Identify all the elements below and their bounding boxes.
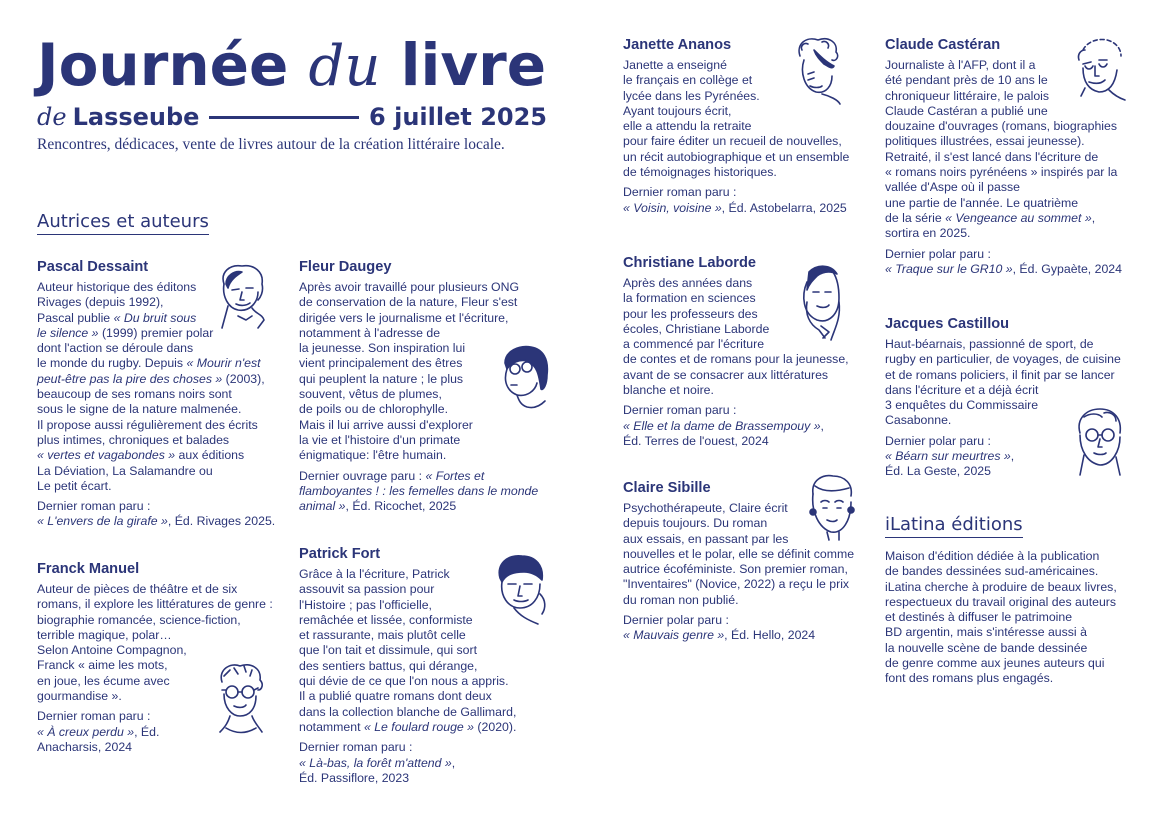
title-part1: Journée [37, 31, 309, 99]
author-bio: Après avoir travaillé pour plusieurs ONG de conservation de la nature, Fleur s'est dirigée vers le journalisme et l'écriture, notamment à l'adresse de la jeunesse. Son inspiration lui vient principalement des êtres qui peuplent la nature ; le plus souvent, vêtus de plumes, de poils ou de chlorophylle. Mais il lui arrive aussi d'explorer la vie et l'histoire d'un primate énigmatique: l'être humain. [299, 280, 520, 463]
latest-label: Dernier polar paru : [623, 613, 729, 628]
latest-label: Dernier polar paru : [885, 433, 991, 448]
section-title-authors: Autrices et auteurs [37, 211, 209, 235]
author-bio: Grâce à la l'écriture, Patrick assouvit sa passion pour l'Histoire ; pas l'officielle, remâchée et lissée, conformiste et rassurante, mais plutôt celle que l'on tait et dissimule, qui sort des sentiers battus, qui dérange, qui dévie de ce que l'on nous a appris. Il a publié quatre romans dont deux dans la collection blanche de Gallimard, notamment « Le foulard rouge » (2020). [299, 567, 517, 734]
portrait-claude-casteran-icon [1073, 36, 1127, 102]
portrait-christiane-laborde-icon [795, 262, 847, 342]
author-bio: Psychothérapeute, Claire écrit depuis toujours. Du roman aux essais, en passant par les nouvelles et le polar, elle se définit comme autrice écoféministe. Son premier roman, "Inventaires" (Novice, 2022) a reçu le prix du roman non publié. [623, 501, 855, 607]
author-name: Claude Castéran [885, 37, 1001, 53]
portrait-fleur-daugey-icon [497, 345, 551, 413]
latest-title: « Là-bas, la forêt m'attend », Éd. Passiflore, 2023 [299, 755, 456, 785]
latest-title: « Traque sur le GR10 », Éd. Gypaète, 2024 [885, 261, 1122, 276]
author-latest-book [37, 499, 287, 530]
latest-title: « Elle et la dame de Brassempouy », Éd. Terres de l'ouest, 2024 [623, 418, 824, 448]
portrait-patrick-fort-icon [494, 554, 548, 626]
latest-label: Dernier roman paru : [37, 499, 151, 514]
book-title: « Du bruit sous le silence » [37, 310, 197, 340]
publisher-description: Maison d'édition dédiée à la publication de bandes dessinées sud-américaines. iLatina cherche à produire de beaux livres, respectueux du travail original des auteurs et destinés à diffuser le patrimoine BD argentin, mais s'intéresse aussi à la nouvelle scène de bande dessinée de genre comme aux jeunes auteurs qui font des romans plus engagés. [885, 549, 1117, 686]
author-latest-book [299, 740, 559, 786]
book-title: « Mauvais genre » [623, 628, 725, 643]
subtitle-de: de [37, 103, 67, 131]
author-bio: Auteur historique des éditons Rivages (depuis 1992), Pascal publie « Du bruit sous le silence » (1999) premier polar dont l'action se déroule dans le monde du rugby. Depuis « Mourir n'est peut-être pas la pire des choses » (2003), beaucoup de ses romans noirs sont sous le signe de la nature malmenée. Il propose aussi régulièrement des écrits plus intimes, chroniques et balades « vertes et vagabondes » aux éditions La Déviation, La Salamandre ou Le petit écart. [37, 280, 265, 493]
author-bio: Journaliste à l'AFP, dont il a été pendant près de 10 ans le chroniqueur littéraire, le palois Claude Castéran a publié une douzaine d'ouvrages (romans, biographies politiques illustrées, essai jeunesse). Retraité, il s'est lancé dans l'écriture de « romans noirs pyrénéens » inspirés par la vallée d'Aspe où il passe une partie de l'année. Le quatrième de la série « Vengeance au sommet », sortira en 2025. [885, 58, 1118, 241]
latest-title: « Mauvais genre », Éd. Hello, 2024 [623, 628, 816, 643]
latest-label: Dernier roman paru : [623, 185, 737, 200]
portrait-janette-ananos-icon [792, 36, 844, 106]
book-title: « Vengeance au sommet » [945, 210, 1092, 225]
book-title: « À creux perdu » [37, 724, 135, 739]
portrait-pascal-dessaint-icon [212, 262, 270, 334]
author-name: Franck Manuel [37, 561, 140, 577]
portrait-franck-manuel-icon [212, 660, 268, 738]
book-title: « Fortes et flamboyantes ! : les femelles dans le monde animal » [299, 468, 539, 514]
book-title: « Le foulard rouge » [363, 719, 475, 734]
author-latest-book [623, 403, 873, 449]
event-date: 6 juillet 2025 [369, 103, 547, 131]
author-name: Fleur Daugey [299, 259, 392, 275]
latest-title: « Fortes et flamboyantes ! : les femelles dans le monde animal », Éd. Ricochet, 2025 [299, 468, 539, 514]
book-title: « Voisin, voisine » [623, 200, 722, 215]
author-latest-book [623, 185, 873, 216]
title-part2: livre [380, 31, 547, 99]
latest-label: Dernier polar paru : [885, 246, 991, 261]
subtitle [37, 100, 547, 134]
book-title: « Elle et la dame de Brassempouy » [623, 418, 821, 433]
latest-label: Dernier ouvrage paru : [299, 468, 426, 483]
subtitle-town: Lasseube [72, 103, 200, 131]
title-italic: du [308, 34, 381, 99]
subtitle-divider [209, 116, 359, 119]
latest-label: Dernier roman paru : [37, 709, 151, 724]
book-title: « L'envers de la girafe » [37, 514, 168, 529]
author-latest-book [623, 613, 873, 644]
author-name: Patrick Fort [299, 546, 381, 562]
author-bio: Haut-béarnais, passionné de sport, de rugby en particulier, de voyages, de cuisine et de romans policiers, il finit par se lancer dans l'écriture et a déjà écrit 3 enquêtes du Commissaire Casabonne. [885, 337, 1121, 428]
section-title-publisher: iLatina éditions [885, 514, 1023, 538]
latest-title: « À creux perdu », Éd. Anacharsis, 2024 [37, 724, 160, 754]
latest-title: « Béarn sur meurtres », Éd. La Geste, 2025 [885, 449, 1015, 479]
author-name: Pascal Dessaint [37, 259, 149, 275]
book-title: « Là-bas, la forêt m'attend » [299, 755, 452, 770]
author-bio: Après des années dans la formation en sciences pour les professeurs des écoles, Christiane Laborde a commencé par l'écriture de contes et de romans pour la jeunesse, avant de se consacrer aux littératures blanche et noire. [623, 276, 849, 398]
book-title: « Béarn sur meurtres » [885, 449, 1011, 464]
latest-label: Dernier roman paru : [299, 740, 413, 755]
tagline: Rencontres, dédicaces, vente de livres autour de la création littéraire locale. [37, 136, 505, 153]
book-title: « vertes et vagabondes » [37, 448, 176, 463]
portrait-claire-sibille-icon [805, 472, 857, 542]
latest-label: Dernier roman paru : [623, 403, 737, 418]
page-title [37, 32, 546, 100]
author-name: Janette Ananos [623, 37, 732, 53]
author-bio: Auteur de pièces de théâtre et de six romans, il explore les littératures de genre : biographie romancée, science-fiction, terrible magique, polar… Selon Antoine Compagnon, Franck « aime les mots, en joue, les écume avec gourmandise ». [37, 582, 273, 704]
latest-title: « L'envers de la girafe », Éd. Rivages 2025. [37, 514, 276, 529]
author-bio: Janette a enseigné le français en collège et lycée dans les Pyrénées. Ayant toujours écrit, elle a attendu la retraite pour faire éditer un recueil de nouvelles, un récit autobiographique et un ensemble de témoignages historiques. [623, 58, 850, 180]
book-title: « Traque sur le GR10 » [885, 261, 1013, 276]
portrait-jacques-castillou-icon [1074, 405, 1126, 477]
book-title: « Mourir n'est peut-être pas la pire des choses » [37, 356, 261, 386]
latest-title: « Voisin, voisine », Éd. Astobelarra, 2025 [623, 200, 847, 215]
author-latest-book [299, 469, 549, 515]
author-name: Jacques Castillou [885, 316, 1010, 332]
author-latest-book [885, 247, 1140, 278]
author-name: Claire Sibille [623, 480, 711, 496]
author-name: Christiane Laborde [623, 255, 756, 271]
